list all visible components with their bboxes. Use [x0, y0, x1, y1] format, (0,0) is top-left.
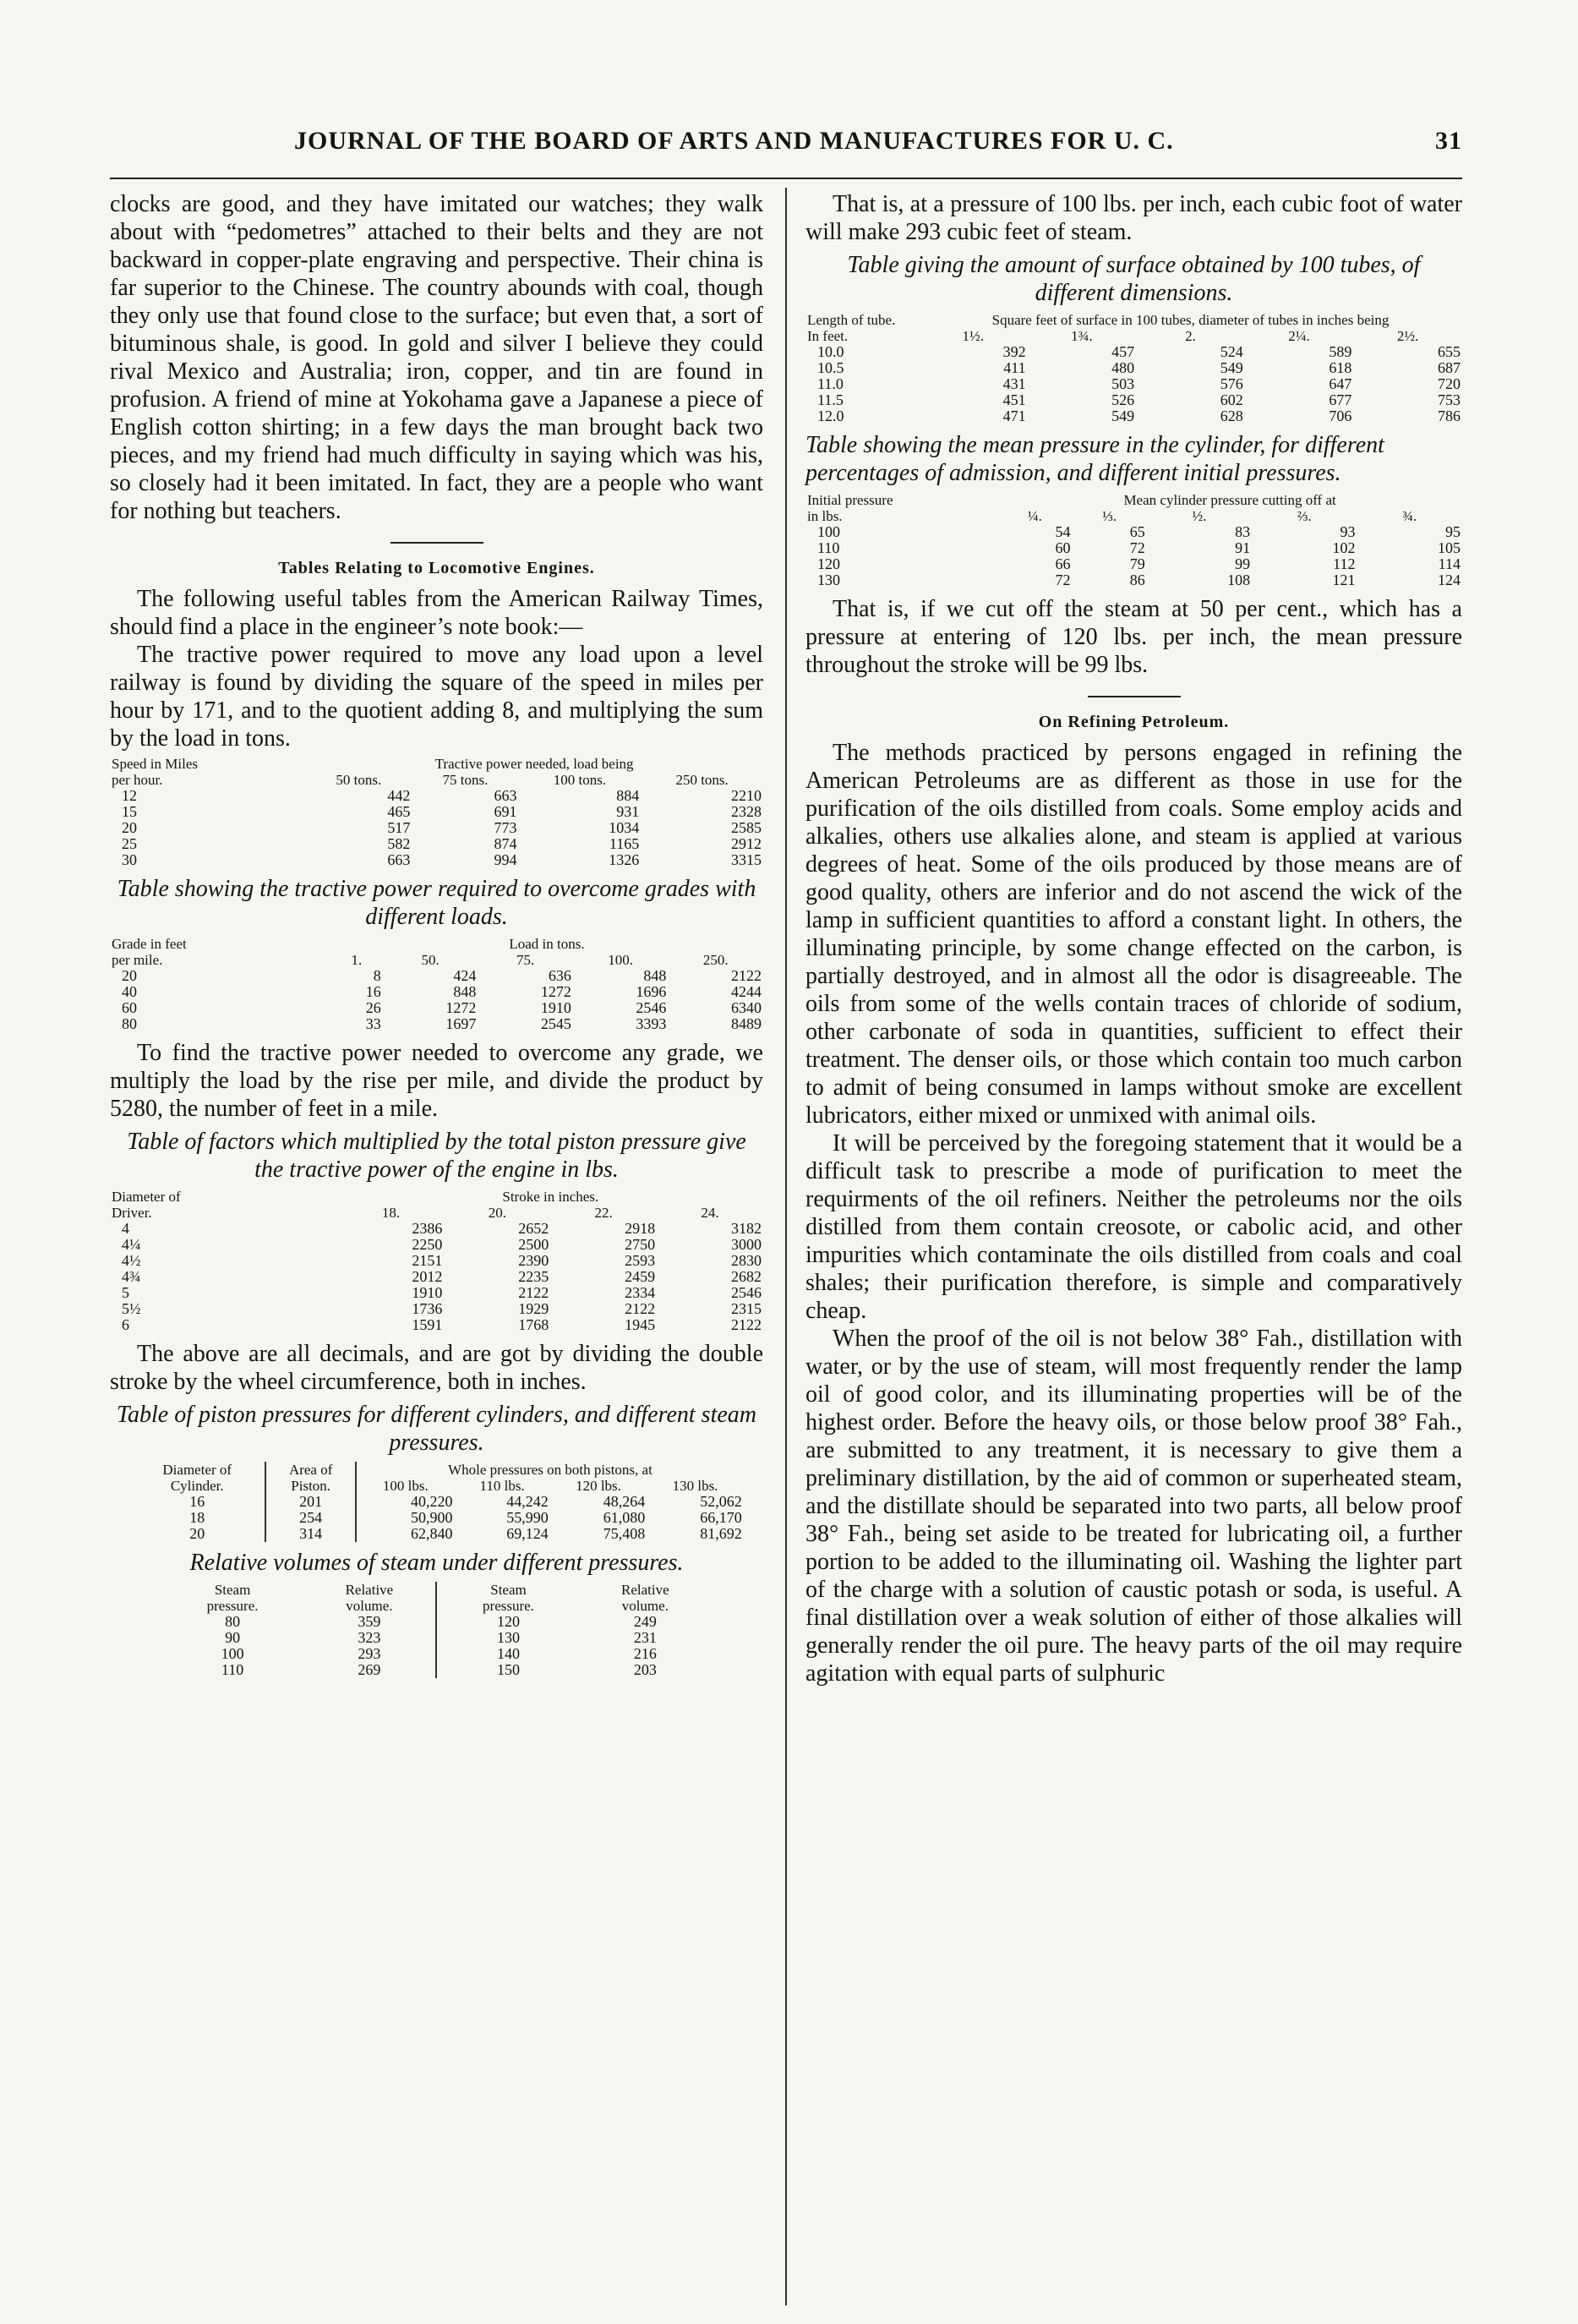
- column-header: 50 tons.: [336, 772, 382, 788]
- table-cell: 2334: [625, 1284, 656, 1301]
- grade-table: [110, 936, 763, 1032]
- table-cell: 4: [122, 1220, 129, 1237]
- table-row: [110, 1317, 763, 1333]
- mean-pressure-table: [805, 492, 1462, 588]
- table-cell: 1165: [609, 835, 640, 852]
- section-rule: [390, 542, 483, 544]
- column-header: 50.: [421, 952, 440, 968]
- table-cell: 457: [1111, 343, 1135, 360]
- table-cell: 1736: [412, 1300, 443, 1317]
- table-header: Mean cylinder pressure cutting off at: [1123, 492, 1336, 508]
- table-header: per hour.: [112, 772, 163, 788]
- table-cell: 110: [817, 539, 840, 556]
- table-cell: 1272: [540, 983, 571, 1000]
- table-cell: 1929: [518, 1300, 549, 1317]
- journal-title: JOURNAL OF THE BOARD OF ARTS AND MANUFACTURES FOR U. C.: [294, 127, 1174, 155]
- paragraph: The above are all decimals, and are got by dividing the double stroke by the wheel circumference, both in inches.: [110, 1341, 763, 1395]
- column-header: 110 lbs.: [479, 1478, 525, 1494]
- table-cell: 471: [1002, 407, 1026, 424]
- table-header: Square feet of surface in 100 tubes, diameter of tubes in inches being: [991, 312, 1390, 328]
- table-row: [110, 788, 763, 804]
- paragraph: clocks are good, and they have imitated our watches; they walk about with “pedometres” attached to their belts and they are not backward in copper-plate engraving and perspective. Their china is far superior to the Chinese. The country abounds with coal, though they only use that found close to the surface; but even that, a sort of bituminous shale, is good. In gold and silver I believe they could rival Mexico and Australia; iron, copper, and tin are found in profusion. A friend of mine at Yokohama gave a Japanese a piece of English cotton shirting; in a few days the man brought back two pieces, and my friend had much difficulty in saying which was his, so closely had it been imitated. In fact, they are a people who want for nothing but teachers.: [110, 191, 763, 524]
- table-cell: 99: [1235, 555, 1251, 572]
- table-row: [805, 408, 1462, 424]
- table-cell: 4244: [731, 983, 762, 1000]
- table-cell: 66,170: [700, 1509, 742, 1526]
- table-header: Steam: [436, 1582, 579, 1598]
- table-cell: 2912: [731, 835, 762, 852]
- table-row: [805, 556, 1462, 572]
- table-row: [805, 376, 1462, 392]
- table-cell: 62,840: [356, 1526, 454, 1542]
- header-rule: [110, 178, 1462, 179]
- table-cell: 503: [1111, 375, 1135, 392]
- table-header: Speed in Miles: [112, 756, 198, 772]
- column-header: 100 tons.: [553, 772, 607, 788]
- table-cell: 216: [633, 1645, 657, 1662]
- tractive-power-table: [110, 756, 763, 868]
- table-cell: 1272: [445, 999, 477, 1016]
- table-cell: 8: [373, 967, 381, 984]
- table-cell: 1696: [636, 983, 667, 1000]
- table-cell: 30: [122, 851, 137, 868]
- table-cell: 33: [365, 1015, 381, 1032]
- table-cell: 44,242: [506, 1493, 549, 1510]
- table-cell: 3393: [636, 1015, 667, 1032]
- table-cell: 90: [225, 1629, 241, 1646]
- table-cell: 81,692: [700, 1525, 742, 1542]
- table-header: Cylinder.: [170, 1478, 224, 1494]
- table-cell: 323: [358, 1629, 381, 1646]
- section-rule: [1088, 696, 1181, 697]
- table-cell: 2012: [412, 1268, 443, 1285]
- table-cell: 2315: [731, 1300, 762, 1317]
- paragraph: To find the tractive power needed to overcome any grade, we multiply the load by the rise per mile, and divide the product by 5280, the number of feet in a mile.: [110, 1040, 763, 1122]
- table-row: [805, 524, 1462, 540]
- table-row: [110, 1253, 763, 1269]
- table-header: volume.: [346, 1598, 393, 1614]
- column-header: ¾.: [1402, 508, 1417, 524]
- table-cell: 25: [122, 835, 137, 852]
- table-cell: 628: [1220, 407, 1243, 424]
- table-cell: 647: [1329, 375, 1352, 392]
- table-row: [129, 1510, 744, 1526]
- table-cell: 786: [1438, 407, 1461, 424]
- table-cell: 100: [221, 1645, 244, 1662]
- table-cell: 451: [1002, 391, 1026, 408]
- table-cell: 12.0: [817, 407, 844, 424]
- table-cell: 60: [122, 999, 137, 1016]
- table-cell: 2151: [412, 1252, 443, 1269]
- table-cell: 2830: [731, 1252, 762, 1269]
- table-cell: 480: [1111, 359, 1135, 376]
- table-cell: 314: [265, 1526, 356, 1542]
- table-cell: 105: [1438, 539, 1461, 556]
- table-cell: 130: [436, 1630, 579, 1646]
- table-cell: 549: [1220, 359, 1243, 376]
- table-row: [110, 1301, 763, 1317]
- table-cell: 2459: [625, 1268, 656, 1285]
- column-header: ½.: [1192, 508, 1207, 524]
- table-header: Length of tube.: [807, 312, 896, 328]
- table-cell: 121: [1332, 571, 1356, 588]
- table-row: [110, 820, 763, 836]
- table-cell: 72: [1129, 539, 1145, 556]
- table-cell: 663: [494, 787, 517, 804]
- table-cell: 1326: [609, 851, 640, 868]
- table-cell: 4¼: [122, 1236, 141, 1253]
- table-cell: 8489: [731, 1015, 762, 1032]
- table-cell: 91: [1235, 539, 1251, 556]
- table-cell: 874: [494, 835, 517, 852]
- table-cell: 203: [633, 1661, 657, 1678]
- table-cell: 16: [189, 1493, 205, 1510]
- table-row: [110, 1269, 763, 1285]
- table-cell: 80: [225, 1613, 241, 1630]
- column-header: 250.: [702, 952, 729, 968]
- table-cell: 93: [1340, 523, 1356, 540]
- table-cell: 254: [265, 1510, 356, 1526]
- table-cell: 231: [633, 1629, 657, 1646]
- table-cell: 1697: [445, 1015, 477, 1032]
- table-cell: 124: [1438, 571, 1461, 588]
- table-cell: 52,062: [700, 1493, 742, 1510]
- table-cell: 773: [494, 819, 517, 836]
- table-cell: 3182: [731, 1220, 762, 1237]
- table-cell: 10.0: [817, 343, 844, 360]
- table-cell: 79: [1129, 555, 1145, 572]
- table-cell: 40: [122, 983, 137, 1000]
- column-header: 75.: [516, 952, 535, 968]
- table-cell: 424: [453, 967, 477, 984]
- table-cell: 2918: [625, 1220, 656, 1237]
- table-cell: 359: [358, 1613, 381, 1630]
- table-caption: Table giving the amount of surface obtained by 100 tubes, of different dimensions.: [847, 252, 1421, 306]
- table-cell: 663: [387, 851, 411, 868]
- column-header: 75 tons.: [442, 772, 489, 788]
- table-cell: 5½: [122, 1300, 141, 1317]
- table-cell: 83: [1235, 523, 1251, 540]
- table-cell: 100: [817, 523, 840, 540]
- table-header: Load in tons.: [509, 936, 585, 952]
- table-caption: Table showing the mean pressure in the cylinder, for different percentages of admission, and different initial pressures.: [805, 432, 1384, 486]
- column-divider: [785, 188, 787, 2305]
- table-cell: 465: [387, 803, 411, 820]
- table-cell: 112: [1333, 555, 1356, 572]
- column-header: 24.: [701, 1205, 719, 1221]
- table-cell: 549: [1111, 407, 1135, 424]
- table-cell: 526: [1111, 391, 1135, 408]
- column-header: 22.: [594, 1205, 613, 1221]
- table-caption: Table of factors which multiplied by the total piston pressure give the tractive power of the engine in lbs.: [127, 1129, 746, 1183]
- column-header: 120 lbs.: [576, 1478, 621, 1494]
- table-row: [110, 1016, 763, 1032]
- table-header: Steam: [214, 1582, 251, 1598]
- table-cell: 2386: [412, 1220, 443, 1237]
- table-row: [110, 852, 763, 868]
- table-cell: 2390: [518, 1252, 549, 1269]
- table-row: [110, 1000, 763, 1016]
- table-cell: 848: [453, 983, 477, 1000]
- table-cell: 411: [1003, 359, 1026, 376]
- table-cell: 95: [1445, 523, 1461, 540]
- table-cell: 15: [122, 803, 137, 820]
- table-cell: 3000: [731, 1236, 762, 1253]
- piston-pressures-table: [110, 1462, 763, 1542]
- table-cell: 18: [189, 1509, 205, 1526]
- table-cell: 884: [616, 787, 640, 804]
- table-cell: 1768: [518, 1316, 549, 1333]
- table-cell: 65: [1129, 523, 1145, 540]
- column-header: 1.: [351, 952, 363, 968]
- page-number: 31: [1435, 127, 1462, 155]
- table-cell: 576: [1220, 375, 1243, 392]
- table-cell: 2500: [518, 1236, 549, 1253]
- table-cell: 2235: [518, 1268, 549, 1285]
- table-cell: 40,220: [356, 1494, 454, 1510]
- table-cell: 16: [365, 983, 381, 1000]
- column-header: 100 lbs.: [356, 1478, 454, 1494]
- column-header: 2½.: [1396, 328, 1419, 344]
- left-column: [110, 190, 763, 1685]
- table-cell: 2122: [625, 1300, 656, 1317]
- table-cell: 2122: [731, 1316, 762, 1333]
- table-cell: 269: [358, 1661, 381, 1678]
- paragraph: It will be perceived by the foregoing statement that it would be a difficult task to prescribe a mode of purification to meet the requirments of the oil refiners. Neither the petroleums nor the oils distilled from them contain creosote, or cabolic acid, and other impurities which contaminate the oils distilled from coals and coal shales; their purification therefore, is simple and comparatively cheap.: [805, 1130, 1462, 1324]
- table-cell: 50,900: [356, 1510, 454, 1526]
- table-cell: 1034: [609, 819, 640, 836]
- table-row: [129, 1494, 744, 1510]
- table-cell: 75,408: [603, 1525, 646, 1542]
- table-cell: 1591: [412, 1316, 443, 1333]
- table-cell: 753: [1438, 391, 1461, 408]
- table-cell: 120: [817, 555, 840, 572]
- table-header: per mile.: [112, 952, 163, 968]
- column-header: 1¾.: [1071, 328, 1093, 344]
- table-cell: 2545: [540, 1015, 571, 1032]
- table-cell: 140: [436, 1646, 579, 1662]
- table-cell: 11.0: [817, 375, 844, 392]
- table-row: [162, 1630, 711, 1646]
- column-header: ⅔.: [1297, 508, 1312, 524]
- table-row: [162, 1646, 711, 1662]
- table-cell: 618: [1329, 359, 1352, 376]
- table-row: [129, 1526, 744, 1542]
- table-cell: 1910: [540, 999, 571, 1016]
- steam-volumes-table: [110, 1582, 763, 1678]
- column-header: 130 lbs.: [672, 1478, 718, 1494]
- table-row: [110, 836, 763, 852]
- table-cell: 2750: [625, 1236, 656, 1253]
- table-cell: 20: [122, 967, 137, 984]
- table-header: in lbs.: [807, 508, 843, 524]
- section-heading: Tables Relating to Locomotive Engines.: [278, 559, 595, 577]
- table-cell: 2593: [625, 1252, 656, 1269]
- column-header: 20.: [488, 1205, 506, 1221]
- table-cell: 60: [1055, 539, 1071, 556]
- paragraph: The following useful tables from the American Railway Times, should find a place in the engineer’s note book:—: [110, 586, 763, 640]
- column-header: ¼.: [1027, 508, 1042, 524]
- table-cell: 994: [494, 851, 517, 868]
- table-cell: 636: [548, 967, 571, 984]
- table-cell: 20: [122, 819, 137, 836]
- table-row: [110, 804, 763, 820]
- table-cell: 120: [436, 1614, 579, 1630]
- table-row: [805, 360, 1462, 376]
- table-cell: 11.5: [817, 391, 844, 408]
- table-header: Initial pressure: [807, 492, 893, 508]
- table-cell: 655: [1438, 343, 1461, 360]
- table-header: Tractive power needed, load being: [434, 756, 634, 772]
- table-cell: 114: [1438, 555, 1461, 572]
- table-row: [110, 968, 763, 984]
- table-cell: 2210: [731, 787, 762, 804]
- table-header: Grade in feet: [112, 936, 187, 952]
- table-cell: 80: [122, 1015, 137, 1032]
- table-cell: 2122: [518, 1284, 549, 1301]
- factors-table: [110, 1189, 763, 1333]
- table-cell: 10.5: [817, 359, 844, 376]
- table-cell: 2546: [731, 1284, 762, 1301]
- table-cell: 392: [1002, 343, 1026, 360]
- table-caption: Relative volumes of steam under different pressures.: [189, 1550, 684, 1576]
- table-cell: 2682: [731, 1268, 762, 1285]
- table-header: Piston.: [265, 1478, 356, 1494]
- table-row: [162, 1614, 711, 1630]
- table-cell: 130: [817, 571, 840, 588]
- paragraph: That is, at a pressure of 100 lbs. per inch, each cubic foot of water will make 293 cubic feet of steam.: [805, 191, 1462, 245]
- table-row: [805, 572, 1462, 588]
- table-header: Stroke in inches.: [502, 1189, 599, 1205]
- table-cell: 293: [358, 1645, 381, 1662]
- table-cell: 2546: [636, 999, 667, 1016]
- table-cell: 12: [122, 787, 137, 804]
- table-cell: 201: [265, 1494, 356, 1510]
- table-header: pressure.: [436, 1598, 579, 1614]
- table-cell: 582: [387, 835, 411, 852]
- table-header: pressure.: [206, 1598, 259, 1614]
- table-cell: 249: [633, 1613, 657, 1630]
- table-row: [110, 1237, 763, 1253]
- table-cell: 589: [1329, 343, 1352, 360]
- table-row: [805, 540, 1462, 556]
- table-cell: 3315: [731, 851, 762, 868]
- table-cell: 677: [1329, 391, 1352, 408]
- table-header: Driver.: [112, 1205, 152, 1221]
- column-header: ⅓.: [1102, 508, 1117, 524]
- table-cell: 4½: [122, 1252, 141, 1269]
- table-cell: 150: [436, 1662, 579, 1678]
- table-cell: 691: [494, 803, 517, 820]
- table-cell: 66: [1055, 555, 1071, 572]
- table-cell: 61,080: [603, 1509, 646, 1526]
- table-cell: 6: [122, 1316, 129, 1333]
- table-cell: 6340: [731, 999, 762, 1016]
- table-header: Relative: [345, 1582, 394, 1598]
- table-cell: 2250: [412, 1236, 443, 1253]
- table-header: In feet.: [807, 328, 849, 344]
- paragraph: When the proof of the oil is not below 38° Fah., distillation with water, or by the use of steam, will most frequently render the lamp oil of good color, and its illuminating properties will be of the highest order. Before the heavy oils, or those below proof 38° Fah., are submitted to any treatment, it is necessary to give them a preliminary distillation, by the aid of common or superheated steam, and the distillate should be separated into two parts, all below proof 38° Fah., being set aside to be treated for lubricating oil, a further portion to be added to the illuminating oil. Washing the lighter part of the charge with a solution of caustic potash or soda, is useful. A final distillation over a weak solution of either of those alkalies will generally render the oil pure. The heavy parts of the oil may require agitation with equal parts of sulphuric: [805, 1326, 1462, 1687]
- table-cell: 110: [221, 1661, 244, 1678]
- table-row: [110, 984, 763, 1000]
- table-header: Diameter of: [162, 1462, 232, 1478]
- table-cell: 687: [1438, 359, 1461, 376]
- table-row: [110, 1285, 763, 1301]
- table-header: Area of: [265, 1462, 356, 1478]
- table-caption: Table of piston pressures for different cylinders, and different steam pressures.: [117, 1402, 756, 1456]
- table-cell: 108: [1227, 571, 1251, 588]
- table-cell: 86: [1129, 571, 1145, 588]
- table-row: [110, 1221, 763, 1237]
- table-cell: 517: [387, 819, 411, 836]
- column-header: 2¼.: [1288, 328, 1310, 344]
- running-header: [110, 127, 1462, 169]
- table-cell: 2328: [731, 803, 762, 820]
- tube-surface-table: [805, 312, 1462, 424]
- table-cell: 848: [643, 967, 667, 984]
- table-cell: 720: [1438, 375, 1461, 392]
- table-header: Relative: [621, 1582, 669, 1598]
- table-cell: 69,124: [506, 1525, 549, 1542]
- table-cell: 431: [1002, 375, 1026, 392]
- table-cell: 931: [616, 803, 640, 820]
- table-cell: 102: [1332, 539, 1356, 556]
- paragraph: The methods practiced by persons engaged in refining the American Petroleums are as different as those in use for the purification of the oils distilled from coals. Some employ acids and alkalies, others use alkalies alone, and steam is applied at various degrees of heat. Some of the oils produced by those means are of good quality, others are inferior and do not ascend the wick of the lamp in sufficient quantities to afford a constant light. In others, the illuminating principle, by some change effected on the carbon, is partially destroyed, and in almost all the odor is disagreeable. The oils from some of the wells contain traces of chloride of sodium, other carbonate of soda in quantities, sufficient to effect their treatment. The denser oils, or those which contain too much carbon to admit of being consumed in lamps without smoke are excellent lubricators, either mixed or unmixed with animal oils.: [805, 740, 1462, 1129]
- table-cell: 2652: [518, 1220, 549, 1237]
- table-cell: 54: [1055, 523, 1071, 540]
- paragraph: The tractive power required to move any load upon a level railway is found by dividing the square of the speed in miles per hour by 171, and to the quotient adding 8, and multiplying the sum by the load in tons.: [110, 642, 763, 752]
- column-header: 1½.: [962, 328, 985, 344]
- table-cell: 26: [365, 999, 381, 1016]
- table-row: [805, 392, 1462, 408]
- table-cell: 4¾: [122, 1268, 141, 1285]
- table-header: volume.: [621, 1598, 669, 1614]
- table-cell: 524: [1220, 343, 1243, 360]
- column-header: 100.: [608, 952, 633, 968]
- table-cell: 72: [1055, 571, 1071, 588]
- table-header: Whole pressures on both pistons, at: [356, 1462, 744, 1478]
- column-header: 250 tons.: [675, 772, 729, 788]
- table-cell: 48,264: [603, 1493, 646, 1510]
- table-row: [162, 1662, 711, 1678]
- paragraph: That is, if we cut off the steam at 50 per cent., which has a pressure at entering of 120 lbs. per inch, the mean pressure throughout the stroke will be 99 lbs.: [805, 596, 1462, 678]
- column-header: 18.: [381, 1205, 401, 1221]
- table-cell: 55,990: [506, 1509, 549, 1526]
- table-cell: 2122: [731, 967, 762, 984]
- right-column: [805, 190, 1462, 1687]
- table-cell: 1910: [412, 1284, 443, 1301]
- table-cell: 5: [122, 1284, 129, 1301]
- table-cell: 602: [1220, 391, 1243, 408]
- table-header: Diameter of: [112, 1189, 181, 1205]
- table-row: [805, 344, 1462, 360]
- column-header: 2.: [1185, 328, 1196, 344]
- table-cell: 2585: [731, 819, 762, 836]
- table-cell: 20: [189, 1525, 205, 1542]
- table-caption: Table showing the tractive power required to overcome grades with different loads.: [117, 876, 756, 930]
- section-heading: On Refining Petroleum.: [1038, 713, 1230, 731]
- table-cell: 442: [387, 787, 411, 804]
- table-cell: 1945: [625, 1316, 656, 1333]
- table-cell: 706: [1329, 407, 1352, 424]
